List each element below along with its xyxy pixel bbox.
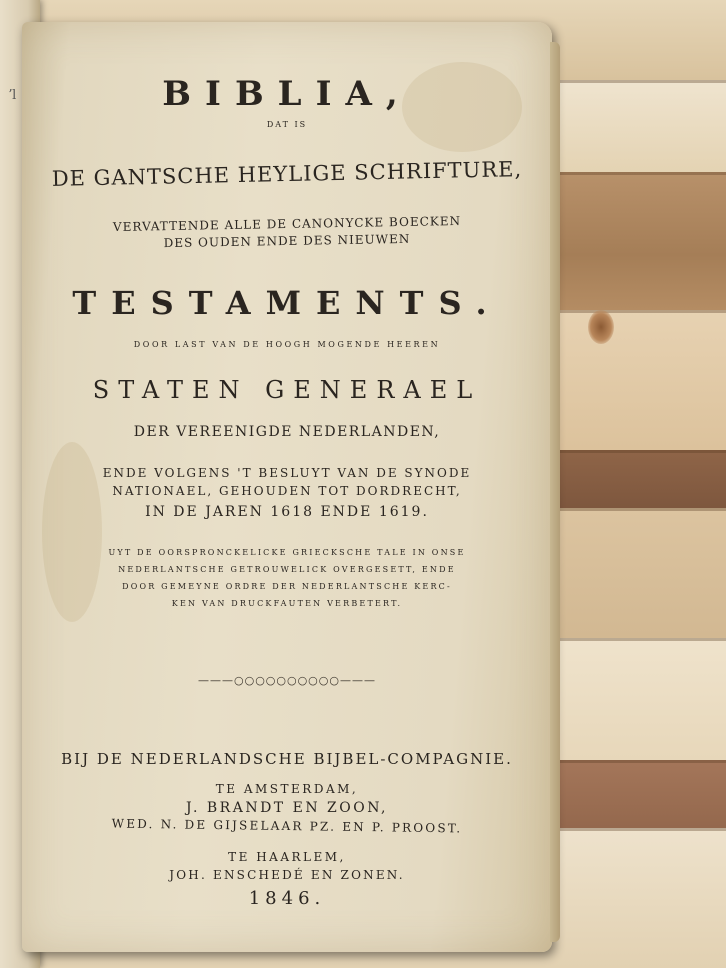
subtitle-line: DE GANTSCHE HEYLIGE SCHRIFTURE, [51,157,523,191]
dat-is-text: DAT IS [266,120,308,129]
ornament-rule: ———○○○○○○○○○○——— [198,674,376,687]
canonical-books-line: VERVATTENDE ALLE DE CANONYCKE BOECKEN [112,213,462,235]
testaments-preface-line: DES OUDEN ENDE DES NIEUWEN [163,231,411,251]
amsterdam-line: TE AMSTERDAM, [215,782,359,796]
gijselaar-proost-line: WED. N. DE GIJSELAAR PZ. EN P. PROOST. [111,816,463,836]
wood-knot [588,310,614,344]
book-title: BIBLIA, [162,74,412,114]
enschede-line: JOH. ENSCHEDÉ EN ZONEN. [169,868,405,882]
publication-year: 1846. [248,888,326,909]
staten-generael-heading: STATEN GENERAEL [92,376,482,404]
translation-note-1: UYT DE OORSPRONCKELICKE GRIECKSCHE TALE IN ONSE [108,548,466,557]
translation-note-4: KEN VAN DRUCKFAUTEN VERBETERT. [171,599,403,608]
haarlem-line: TE HAARLEM, [228,850,346,864]
publisher-line: BIJ DE NEDERLANDSCHE BIJBEL-COMPAGNIE. [61,750,513,768]
brandt-line: J. BRANDT EN ZOON, [185,800,389,816]
title-page [22,22,552,952]
testaments-heading: TESTAMENTS. [72,284,502,322]
pencil-mark: ʼl [8,88,17,103]
vereenigde-nederlanden-line: DER VEREENIGDE NEDERLANDEN, [133,424,441,440]
door-last-line: DOOR LAST VAN DE HOOGH MOGENDE HEEREN [133,340,441,349]
synode-line-1: ENDE VOLGENS 'T BESLUYT VAN DE SYNODE [102,466,472,480]
synode-line-2: NATIONAEL, GEHOUDEN TOT DORDRECHT, [112,484,462,498]
synode-line-3: IN DE JAREN 1618 ENDE 1619. [145,504,429,520]
translation-note-3: DOOR GEMEYNE ORDRE DER NEDERLANTSCHE KERC- [122,582,452,591]
translation-note-2: NEDERLANTSCHE GETROUWELICK OVERGESETT, ENDE [118,565,456,574]
